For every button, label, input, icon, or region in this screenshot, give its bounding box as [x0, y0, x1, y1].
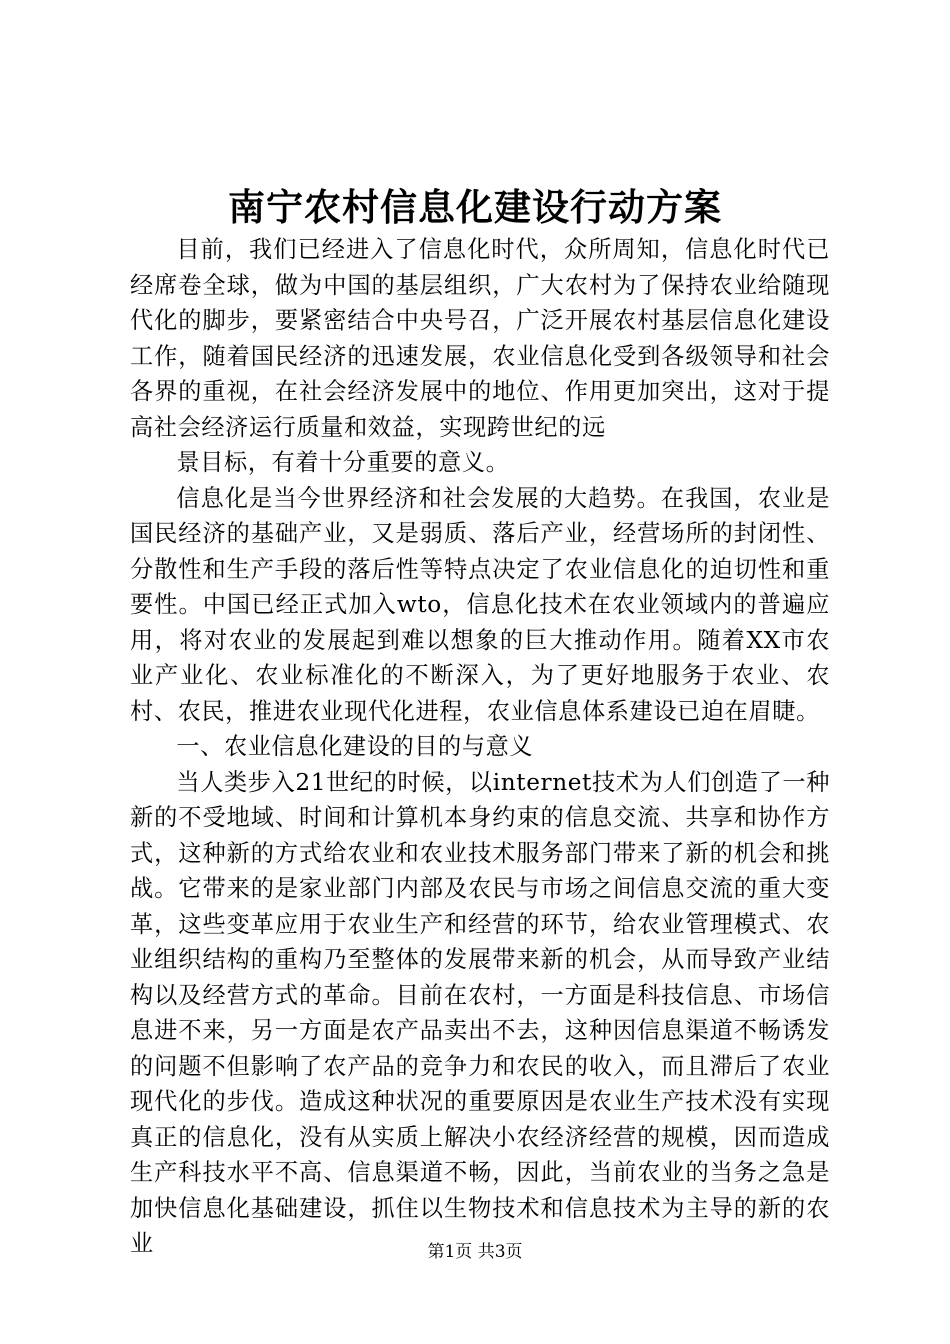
document-body [130, 232, 830, 1262]
paragraph-intro: 目前，我们已经进入了信息化时代，众所周知，信息化时代已经席卷全球，做为中国的基层组织，广大农村为了保持农业给随现代化的脚步，要紧密结合中央号召，广泛开展农村基层信息化建设工作，随着国民经济的迅速发展，农业信息化受到各级领导和社会各界的重视，在社会经济发展中的地位、作用更加突出，这对于提高社会经济运行质量和效益，实现跨世纪的远 [130, 236, 830, 441]
paragraph-purpose: 当人类步入21世纪的时候，以internet技术为人们创造了一种新的不受地域、时间和计算机本身约束的信息交流、共享和协作方式，这种新的方式给农业和农业技术服务部门带来了新的机会和挑战。它带来的是家业部门内部及农民与市场之间信息交流的重大变革，这些变革应用于农业生产和经营的环节，给农业管理模式、农业组织结构的重构乃至整体的发展带来新的机会，从而导致产业结构以及经营方式的革命。目前在农村，一方面是科技信息、市场信息进不来，另一方面是农产品卖出不去，这种因信息渠道不畅诱发的问题不但影响了农产品的竞争力和农民的收入，而且滞后了农业现代化的步伐。造成这种状况的重要原因是农业生产技术没有实现真正的信息化，没有从实质上解决小农经济经营的规模，因而造成生产科技水平不高、信息渠道不畅，因此，当前农业的当务之急是加快信息化基础建设，抓住以生物技术和信息技术为主导的新的农业 [130, 768, 830, 1257]
page-footer: 第1页 共3页 [427, 1242, 523, 1262]
document-title: 南宁农村信息化建设行动方案 [228, 185, 722, 229]
paragraph-trend: 信息化是当今世界经济和社会发展的大趋势。在我国，农业是国民经济的基础产业，又是弱质、落后产业，经营场所的封闭性、分散性和生产手段的落后性等特点决定了农业信息化的迫切性和重要性。中国已经正式加入wto，信息化技术在农业领域内的普遍应用，将对农业的发展起到难以想象的巨大推动作用。随着XX市农业产业化、农业标准化的不断深入，为了更好地服务于农业、农村、农民，推进农业现代化进程，农业信息体系建设已迫在眉睫。 [130, 484, 830, 725]
section-heading-purpose: 一、农业信息化建设的目的与意义 [176, 733, 534, 760]
paragraph-intro-continued: 景目标，有着十分重要的意义。 [176, 449, 510, 476]
